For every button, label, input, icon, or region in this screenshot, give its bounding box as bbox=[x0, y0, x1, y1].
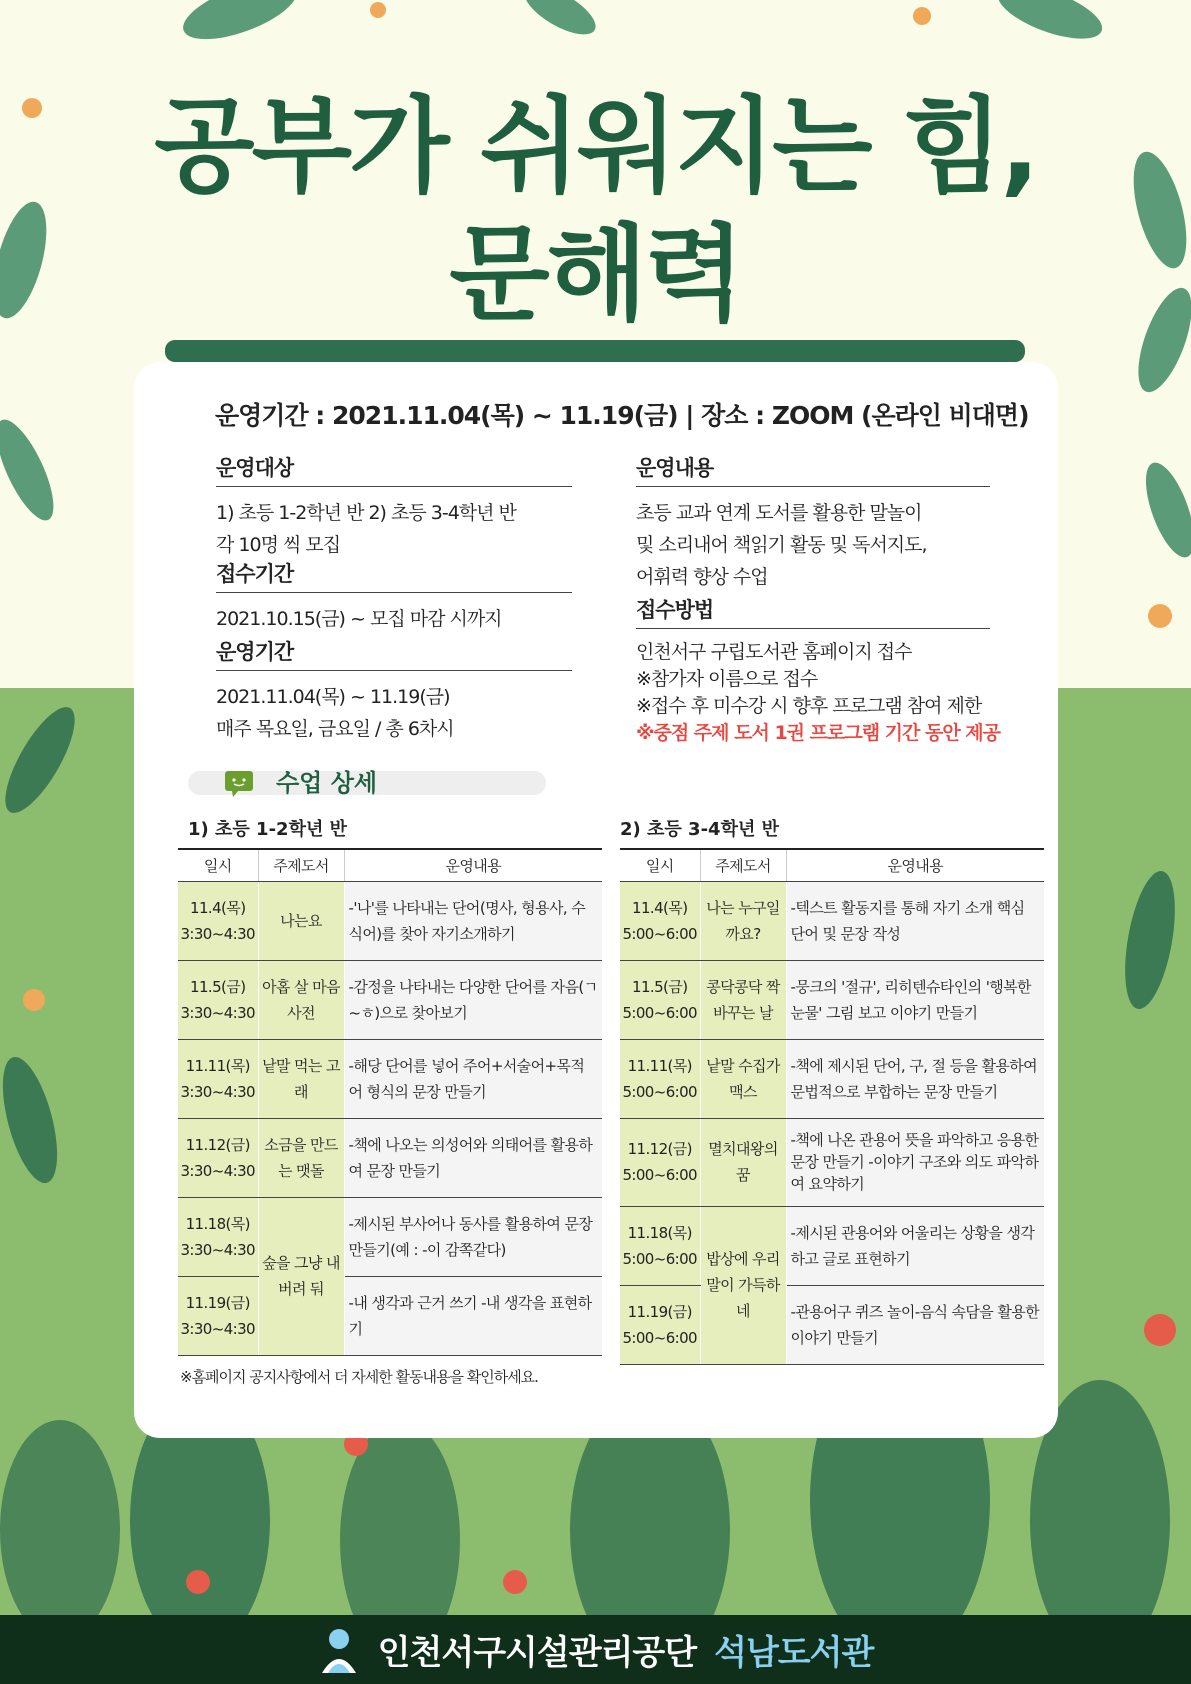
table-header-row bbox=[620, 849, 1044, 881]
table-cell-book: 콩닥콩닥 짝 바꾸는 날 bbox=[700, 960, 786, 1039]
section-line: 각 10명 씩 모집 bbox=[216, 534, 341, 556]
table-cell-date: 11.18(목) 3:30~4:30 bbox=[178, 1197, 258, 1276]
section-line: ※참가자 이름으로 접수 bbox=[636, 668, 818, 690]
table-row bbox=[620, 960, 1044, 1039]
table1-caption: 1) 초등 1-2학년 반 bbox=[188, 819, 348, 840]
section-line: ※접수 후 미수강 시 향후 프로그램 참여 제한 bbox=[636, 695, 982, 717]
detail-title: 수업 상세 bbox=[276, 769, 378, 797]
table-header-row bbox=[178, 849, 602, 881]
table-cell-book: 낱말 수집가 맥스 bbox=[700, 1039, 786, 1118]
table-row bbox=[620, 1118, 1044, 1206]
table-cell-content: -텍스트 활동지를 통해 자기 소개 핵심 단어 및 문장 작성 bbox=[786, 881, 1044, 960]
organization-logo-icon bbox=[318, 1625, 360, 1675]
table-row bbox=[620, 881, 1044, 960]
table-cell-content: -'나'를 나타내는 단어(명사, 형용사, 수식어)를 찾아 자기소개하기 bbox=[344, 881, 602, 960]
section-application-method bbox=[636, 594, 1036, 747]
table-cell-book: 숲을 그냥 내버려 둬 bbox=[258, 1197, 344, 1355]
section-line: 1) 초등 1-2학년 반 2) 초등 3-4학년 반 bbox=[216, 502, 516, 524]
section-heading: 접수방법 bbox=[636, 594, 990, 629]
table-row bbox=[178, 960, 602, 1039]
table-cell-content: -해당 단어를 넣어 주어+서술어+목적어 형식의 문장 만들기 bbox=[344, 1039, 602, 1118]
table-header: 일시 bbox=[620, 849, 700, 881]
table-row bbox=[178, 881, 602, 960]
section-heading: 운영내용 bbox=[636, 452, 990, 487]
section-application-period bbox=[216, 558, 572, 635]
section-line: 매주 목요일, 금요일 / 총 6차시 bbox=[216, 718, 454, 740]
table-cell-date: 11.12(금) 5:00~6:00 bbox=[620, 1118, 700, 1206]
section-contents bbox=[636, 452, 990, 593]
table-cell-content: -감정을 나타내는 다양한 단어를 자음(ㄱ~ㅎ)으로 찾아보기 bbox=[344, 960, 602, 1039]
table-cell-date: 11.5(금) 3:30~4:30 bbox=[178, 960, 258, 1039]
footnote: ※홈페이지 공지사항에서 더 자세한 활동내용을 확인하세요. bbox=[180, 1368, 538, 1386]
schedule-table-grade12 bbox=[178, 848, 602, 1356]
table-cell-content: -관용어구 퀴즈 놀이-음식 속담을 활용한 이야기 만들기 bbox=[786, 1285, 1044, 1364]
highlight-line: ※중점 주제 도서 1권 프로그램 기간 동안 제공 bbox=[636, 722, 1001, 744]
table-row bbox=[178, 1197, 602, 1276]
table-cell-date: 11.12(금) 3:30~4:30 bbox=[178, 1118, 258, 1197]
table-cell-date: 11.19(금) 5:00~6:00 bbox=[620, 1285, 700, 1364]
table-cell-date: 11.18(목) 5:00~6:00 bbox=[620, 1206, 700, 1285]
table-cell-content: -책에 나온 관용어 뜻을 파악하고 응용한 문장 만들기 -이야기 구조와 의도 파악하여 요약하기 bbox=[786, 1118, 1044, 1206]
section-heading: 접수기간 bbox=[216, 558, 572, 593]
main-title-line2: 문해력 bbox=[449, 213, 742, 335]
table-cell-date: 11.11(목) 3:30~4:30 bbox=[178, 1039, 258, 1118]
table-cell-book: 나는요 bbox=[258, 881, 344, 960]
section-operation-period bbox=[216, 636, 572, 745]
main-title-line1: 공부가 쉬워지는 힘, bbox=[154, 85, 1037, 207]
table-row bbox=[620, 1206, 1044, 1285]
table-cell-content: -내 생각과 근거 쓰기 -내 생각을 표현하기 bbox=[344, 1276, 602, 1355]
table-cell-book: 소금을 만드는 맷돌 bbox=[258, 1118, 344, 1197]
table-row bbox=[620, 1285, 1044, 1364]
table-cell-date: 11.4(목) 5:00~6:00 bbox=[620, 881, 700, 960]
schedule-table-grade34 bbox=[620, 848, 1044, 1365]
table-row bbox=[620, 1039, 1044, 1118]
table-cell-date: 11.19(금) 3:30~4:30 bbox=[178, 1276, 258, 1355]
table-cell-content: -제시된 관용어와 어울리는 상황을 생각하고 글로 표현하기 bbox=[786, 1206, 1044, 1285]
table-header: 주제도서 bbox=[700, 849, 786, 881]
table-row bbox=[178, 1039, 602, 1118]
table-cell-date: 11.4(목) 3:30~4:30 bbox=[178, 881, 258, 960]
section-line: 인천서구 구립도서관 홈페이지 접수 bbox=[636, 641, 912, 663]
table-cell-date: 11.11(목) 5:00~6:00 bbox=[620, 1039, 700, 1118]
table-cell-book: 멸치대왕의 꿈 bbox=[700, 1118, 786, 1206]
table-cell-content: -책에 나오는 의성어와 의태어를 활용하여 문장 만들기 bbox=[344, 1118, 602, 1197]
section-line: 및 소리내어 책읽기 활동 및 독서지도, bbox=[636, 534, 927, 556]
table-cell-book: 나는 누구일까요? bbox=[700, 881, 786, 960]
section-line: 2021.10.15(금) ~ 모집 마감 시까지 bbox=[216, 608, 502, 630]
table-cell-book: 밥상에 우리말이 가득하네 bbox=[700, 1206, 786, 1364]
section-line: 2021.11.04(목) ~ 11.19(금) bbox=[216, 686, 450, 708]
table-cell-content: -제시된 부사어나 동사를 활용하여 문장 만들기(예 : -이 감쪽같다) bbox=[344, 1197, 602, 1276]
library-name: 석남도서관 bbox=[714, 1633, 874, 1673]
section-line: 어휘력 향상 수업 bbox=[636, 566, 768, 588]
table-row bbox=[178, 1276, 602, 1355]
table-cell-date: 11.5(금) 5:00~6:00 bbox=[620, 960, 700, 1039]
table-header: 주제도서 bbox=[258, 849, 344, 881]
section-heading: 운영기간 bbox=[216, 636, 572, 671]
table-cell-book: 낱말 먹는 고래 bbox=[258, 1039, 344, 1118]
section-target bbox=[216, 452, 572, 561]
info-line: 운영기간 : 2021.11.04(목) ~ 11.19(금) | 장소 : ZOOM (온라인 비대면) bbox=[215, 401, 1029, 430]
table-header: 일시 bbox=[178, 849, 258, 881]
table-row bbox=[178, 1118, 602, 1197]
section-line: 초등 교과 연계 도서를 활용한 말놀이 bbox=[636, 502, 922, 524]
table2-caption: 2) 초등 3-4학년 반 bbox=[620, 819, 780, 840]
footer bbox=[0, 1615, 1191, 1684]
organization-name: 인천서구시설관리공단 bbox=[377, 1633, 697, 1673]
table-cell-content: -책에 제시된 단어, 구, 절 등을 활용하여 문법적으로 부합하는 문장 만들기 bbox=[786, 1039, 1044, 1118]
table-header: 운영내용 bbox=[786, 849, 1044, 881]
table-cell-book: 아홉 살 마음 사전 bbox=[258, 960, 344, 1039]
table-cell-content: -뭉크의 '절규', 리히텐슈타인의 '행복한 눈물' 그림 보고 이야기 만들기 bbox=[786, 960, 1044, 1039]
speech-bubble-icon bbox=[224, 770, 254, 798]
table-header: 운영내용 bbox=[344, 849, 602, 881]
section-heading: 운영대상 bbox=[216, 452, 572, 487]
